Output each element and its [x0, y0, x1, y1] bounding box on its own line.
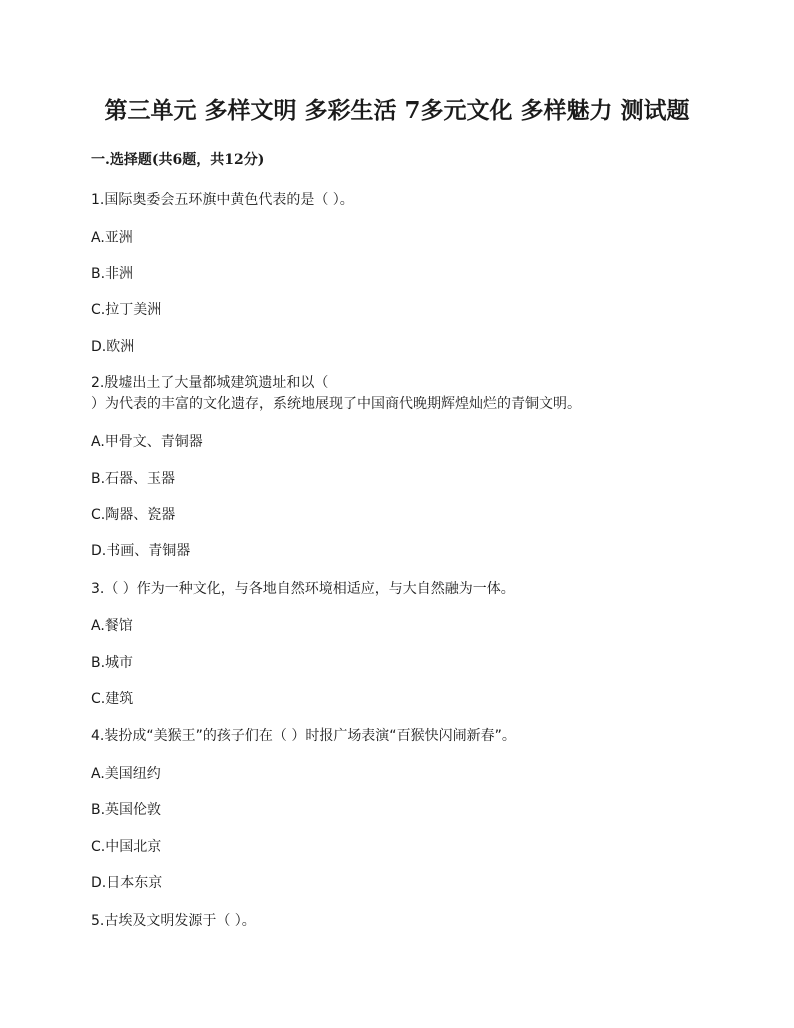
answer-option: B.非洲 — [91, 266, 134, 282]
question-stem-continued: ）为代表的丰富的文化遗存，系统地展现了中国商代晚期辉煌灿烂的青铜文明。 — [91, 396, 581, 412]
answer-option: C.建筑 — [91, 691, 134, 707]
answer-option: A.美国纽约 — [91, 766, 161, 782]
page-title: 第三单元 多样文明 多彩生活 7多元文化 多样魅力 测试题 — [104, 97, 690, 124]
answer-option: D.书画、青铜器 — [91, 543, 191, 559]
answer-option: B.英国伦敦 — [91, 802, 162, 818]
answer-option: D.欧洲 — [91, 339, 135, 355]
question-stem: 1.国际奥委会五环旗中黄色代表的是（ ）。 — [91, 192, 354, 208]
answer-option: C.陶器、瓷器 — [91, 507, 176, 523]
question-stem: 5.古埃及文明发源于（ ）。 — [91, 913, 256, 929]
answer-option: C.中国北京 — [91, 839, 162, 855]
answer-option: A.亚洲 — [91, 230, 133, 246]
answer-option: C.拉丁美洲 — [91, 302, 162, 318]
answer-option: A.甲骨文、青铜器 — [91, 434, 203, 450]
answer-option: B.石器、玉器 — [91, 471, 176, 487]
question-stem: 3.（ ）作为一种文化，与各地自然环境相适应，与大自然融为一体。 — [91, 581, 515, 597]
answer-option: A.餐馆 — [91, 618, 133, 634]
question-stem: 4.装扮成“美猴王”的孩子们在（ ）时报广场表演“百猴快闪闹新春”。 — [91, 728, 516, 744]
question-stem: 2.殷墟出土了大量都城建筑遗址和以（ — [91, 375, 329, 391]
section-heading: 一.选择题(共6题，共12分) — [91, 152, 265, 168]
answer-option: D.日本东京 — [91, 875, 163, 891]
answer-option: B.城市 — [91, 655, 134, 671]
